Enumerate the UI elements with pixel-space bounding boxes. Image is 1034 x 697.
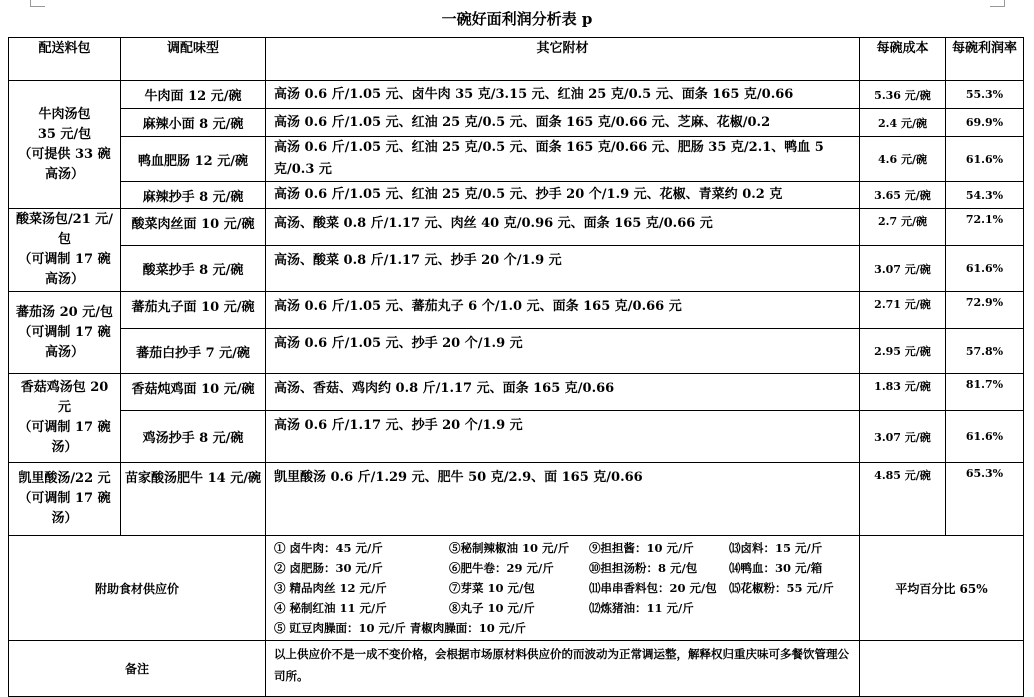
table-row [9,209,1024,246]
table-row [9,292,1024,329]
materials-cell: 高汤、酸菜 0.8 斤/1.17 元、抄手 20 个/1.9 元 [266,246,860,292]
table-row [9,463,1024,536]
table-row [9,246,1024,292]
rate-cell: 54.3% [946,182,1024,209]
table-row [9,81,1024,109]
cost-cell: 3.07 元/碗 [860,246,946,292]
cost-cell: 3.07 元/碗 [860,411,946,463]
supply-item: ⒀卤料：15 元/斤 [729,541,823,555]
supply-item: ⑦芽菜 10 元/包 [449,581,535,595]
supply-item: ④ 秘制红油 11 元/斤 [274,601,387,615]
table-row [9,411,1024,463]
materials-cell: 高汤 0.6 斤/1.05 元、红油 25 克/0.5 元、抄手 20 个/1.9 元、花椒、青菜约 0.2 克 [266,182,860,209]
supply-price-list [266,536,860,641]
supply-line [274,618,855,638]
note-text: 以上供应价不是一成不变价格，会根据市场原材料供应价的而波动为正常调运整，解释权归重庆味可多餐饮管理公司所。 [266,641,860,697]
rate-cell: 72.1% [946,209,1024,246]
materials-cell: 高汤 0.6 斤/1.05 元、红油 25 克/0.5 元、面条 165 克/0.66 元、肥肠 35 克/2.1、鸭血 5 克/0.3 元 [266,137,860,182]
supply-item: ⒁鸭血：30 元/箱 [729,561,823,575]
materials-cell: 高汤 0.6 斤/1.05 元、蕃茄丸子 6 个/1.0 元、面条 165 克/0.66 元 [266,292,860,329]
cost-cell: 3.65 元/碗 [860,182,946,209]
package-line: （可调制 17 碗汤） [18,420,111,455]
cost-cell: 2.4 元/碗 [860,109,946,137]
supply-item: ⑨担担酱：10 元/斤 [589,541,694,555]
materials-cell: 高汤、香菇、鸡肉约 0.8 斤/1.17 元、面条 165 克/0.66 [266,374,860,411]
package-cell [9,209,121,292]
rate-cell: 61.6% [946,246,1024,292]
flavor-cell: 酸菜肉丝面 10 元/碗 [121,209,266,246]
cost-cell: 2.7 元/碗 [860,209,946,246]
supply-item: ② 卤肥肠：30 元/斤 [274,561,383,575]
rate-cell: 61.6% [946,411,1024,463]
supply-line [274,578,855,598]
flavor-cell: 牛肉面 12 元/碗 [121,81,266,109]
flavor-cell: 麻辣抄手 8 元/碗 [121,182,266,209]
flavor-cell: 酸菜抄手 8 元/碗 [121,246,266,292]
header-row [9,38,1024,81]
package-line: （可调制 17 碗高汤） [18,252,111,287]
package-line: 酸菜汤包/21 元/包 [15,212,114,247]
supply-item: ⑩担担汤粉：8 元/包 [589,561,698,575]
flavor-cell: 蕃茄丸子面 10 元/碗 [121,292,266,329]
supply-item: ③ 精品肉丝 12 元/斤 [274,581,387,595]
rate-cell: 81.7% [946,374,1024,411]
package-cell [9,374,121,463]
supply-item: ⑤秘制辣椒油 10 元/斤 [449,541,570,555]
flavor-cell: 苗家酸汤肥牛 14 元/碗 [121,463,266,536]
flavor-cell: 麻辣小面 8 元/碗 [121,109,266,137]
package-line: （可调制 17 碗高汤） [18,324,111,360]
flavor-cell: 香菇炖鸡面 10 元/碗 [121,374,266,411]
supply-label: 附助食材供应价 [9,536,266,641]
supply-line [274,558,855,578]
rate-cell: 65.3% [946,463,1024,536]
package-line: 香菇鸡汤包 20 元 [20,380,109,415]
rate-cell: 72.9% [946,292,1024,329]
supply-item: ⑿炼猪油：11 元/斤 [589,601,694,615]
package-line: （可调制 17 碗汤） [18,491,111,526]
supply-item: ⑤ 豇豆肉臊面：10 元/斤 青椒肉臊面：10 元/斤 [274,621,526,635]
supply-line [274,598,855,618]
materials-cell: 高汤、酸菜 0.8 斤/1.17 元、肉丝 40 克/0.96 元、面条 165 克/0.66 元 [266,209,860,246]
cost-cell: 5.36 元/碗 [860,81,946,109]
package-cell [9,81,121,209]
materials-cell: 凯里酸汤 0.6 斤/1.29 元、肥牛 50 克/2.9、面 165 克/0.66 [266,463,860,536]
cost-cell: 1.83 元/碗 [860,374,946,411]
header-rate: 每碗利润率 [946,38,1024,81]
supply-item: ⑥肥牛卷：29 元/斤 [449,561,554,575]
package-cell [9,292,121,374]
flavor-cell: 鸡汤抄手 8 元/碗 [121,411,266,463]
table-row [9,137,1024,182]
header-materials: 其它附材 [266,38,860,81]
supply-item: ⑧丸子 10 元/斤 [449,601,535,615]
rate-cell: 55.3% [946,81,1024,109]
profit-table [8,37,1024,697]
package-cell [9,463,121,536]
header-package: 配送料包 [9,38,121,81]
page-title: 一碗好面利润分析表 p [441,10,593,28]
package-line: （可提供 33 碗高汤） [18,146,111,182]
table-row [9,329,1024,374]
materials-cell: 高汤 0.6 斤/1.05 元、红油 25 克/0.5 元、面条 165 克/0.66 元、芝麻、花椒/0.2 [266,109,860,137]
supply-line [274,538,855,558]
materials-cell: 高汤 0.6 斤/1.05 元、抄手 20 个/1.9 元 [266,329,860,374]
supply-row [9,536,1024,641]
package-line: 35 元/包 [37,126,92,142]
note-row [9,641,1024,697]
supply-item: ⑾串串香料包：20 元/包 [589,581,717,595]
cost-cell: 4.6 元/碗 [860,137,946,182]
note-label: 备注 [9,641,266,697]
header-cost: 每碗成本 [860,38,946,81]
table-row [9,374,1024,411]
page-corner-mark-left [30,0,45,7]
page-corner-mark-right [990,0,1005,7]
cost-cell: 2.95 元/碗 [860,329,946,374]
flavor-cell: 蕃茄白抄手 7 元/碗 [121,329,266,374]
package-line: 牛肉汤包 [38,106,91,122]
note-empty-cell [860,641,1024,697]
cost-cell: 2.71 元/碗 [860,292,946,329]
materials-cell: 高汤 0.6 斤/1.17 元、抄手 20 个/1.9 元 [266,411,860,463]
flavor-cell: 鸭血肥肠 12 元/碗 [121,137,266,182]
supply-item: ① 卤牛肉：45 元/斤 [274,541,383,555]
rate-cell: 61.6% [946,137,1024,182]
table-row [9,109,1024,137]
rate-cell: 57.8% [946,329,1024,374]
cost-cell: 4.85 元/碗 [860,463,946,536]
supply-item: ⒂花椒粉：55 元/斤 [729,581,834,595]
header-flavor: 调配味型 [121,38,266,81]
package-line: 凯里酸汤/22 元 [18,471,111,486]
package-line: 蕃茄汤 20 元/包 [16,304,113,320]
average-percentage: 平均百分比 65% [860,536,1024,641]
rate-cell: 69.9% [946,109,1024,137]
table-row [9,182,1024,209]
materials-cell: 高汤 0.6 斤/1.05 元、卤牛肉 35 克/3.15 元、红油 25 克/0.5 元、面条 165 克/0.66 [266,81,860,109]
